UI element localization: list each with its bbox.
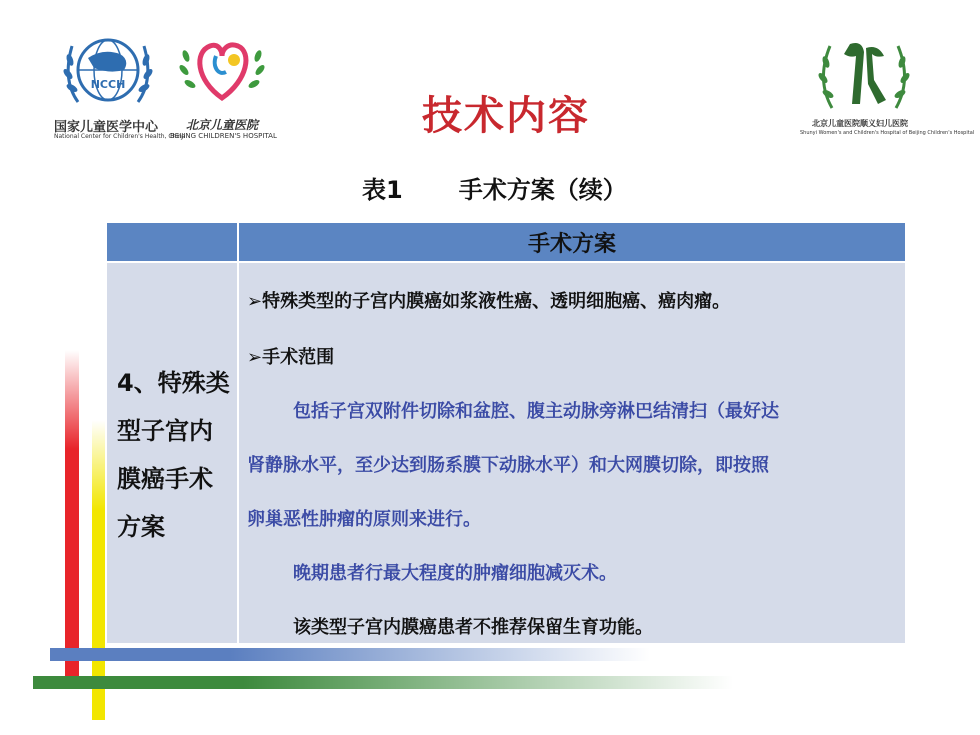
table-caption bbox=[362, 170, 627, 205]
deco-blue-bar bbox=[50, 648, 650, 661]
ncch-globe-text: NCCH bbox=[90, 78, 126, 91]
row-label-cell bbox=[106, 262, 238, 644]
deco-yellow-bar bbox=[92, 420, 105, 720]
surgery-plan-table bbox=[105, 221, 907, 645]
row-label-line: 4、特殊类 bbox=[117, 369, 230, 397]
column-header: 手术方案 bbox=[238, 222, 906, 262]
bullet-surgery-scope: ➢手术范围 bbox=[247, 347, 335, 368]
table-caption-text: 手术方案（续） bbox=[458, 176, 627, 204]
ncch-caption-cn: 国家儿童医学中心 bbox=[54, 120, 159, 135]
deco-red-bar bbox=[65, 350, 79, 680]
shunyi-caption-cn: 北京儿童医院顺义妇儿医院 bbox=[812, 119, 908, 128]
row-content-cell bbox=[238, 262, 906, 644]
deco-green-bar bbox=[33, 676, 733, 689]
shunyi-caption-en: Shunyi Women's and Children's Hospital of Beijing Children's Hospital bbox=[800, 130, 975, 136]
table-row bbox=[106, 262, 906, 644]
bch-caption-cn: 北京儿童医院 bbox=[186, 118, 259, 132]
bch-caption-en: BEIJING CHILDREN'S HOSPITAL bbox=[170, 132, 277, 140]
row-label-line: 型子宫内 bbox=[117, 417, 213, 445]
scope-paragraph-line: 包括子宫双附件切除和盆腔、腹主动脉旁淋巴结清扫（最好达 bbox=[293, 401, 779, 422]
header-empty-cell bbox=[106, 222, 238, 262]
page-title: 技术内容 bbox=[422, 93, 590, 139]
table-caption-label: 表1 bbox=[362, 176, 403, 204]
row-label-line: 方案 bbox=[117, 513, 165, 541]
fertility-paragraph: 该类型子宫内膜癌患者不推荐保留生育功能。 bbox=[293, 617, 653, 638]
table-header-row bbox=[106, 222, 906, 262]
row-label-line: 膜癌手术 bbox=[117, 465, 213, 493]
scope-paragraph-line: 肾静脉水平，至少达到肠系膜下动脉水平）和大网膜切除，即按照 bbox=[247, 455, 769, 476]
bullet-special-types: ➢特殊类型的子宫内膜癌如浆液性癌、透明细胞癌、癌肉瘤。 bbox=[247, 291, 731, 312]
ncch-caption-en: National Center for Children's Health, China bbox=[54, 133, 186, 140]
advanced-patients-paragraph: 晚期患者行最大程度的肿瘤细胞减灭术。 bbox=[293, 563, 617, 584]
row-label bbox=[107, 359, 237, 551]
scope-paragraph-line: 卵巢恶性肿瘤的原则来进行。 bbox=[247, 509, 481, 530]
